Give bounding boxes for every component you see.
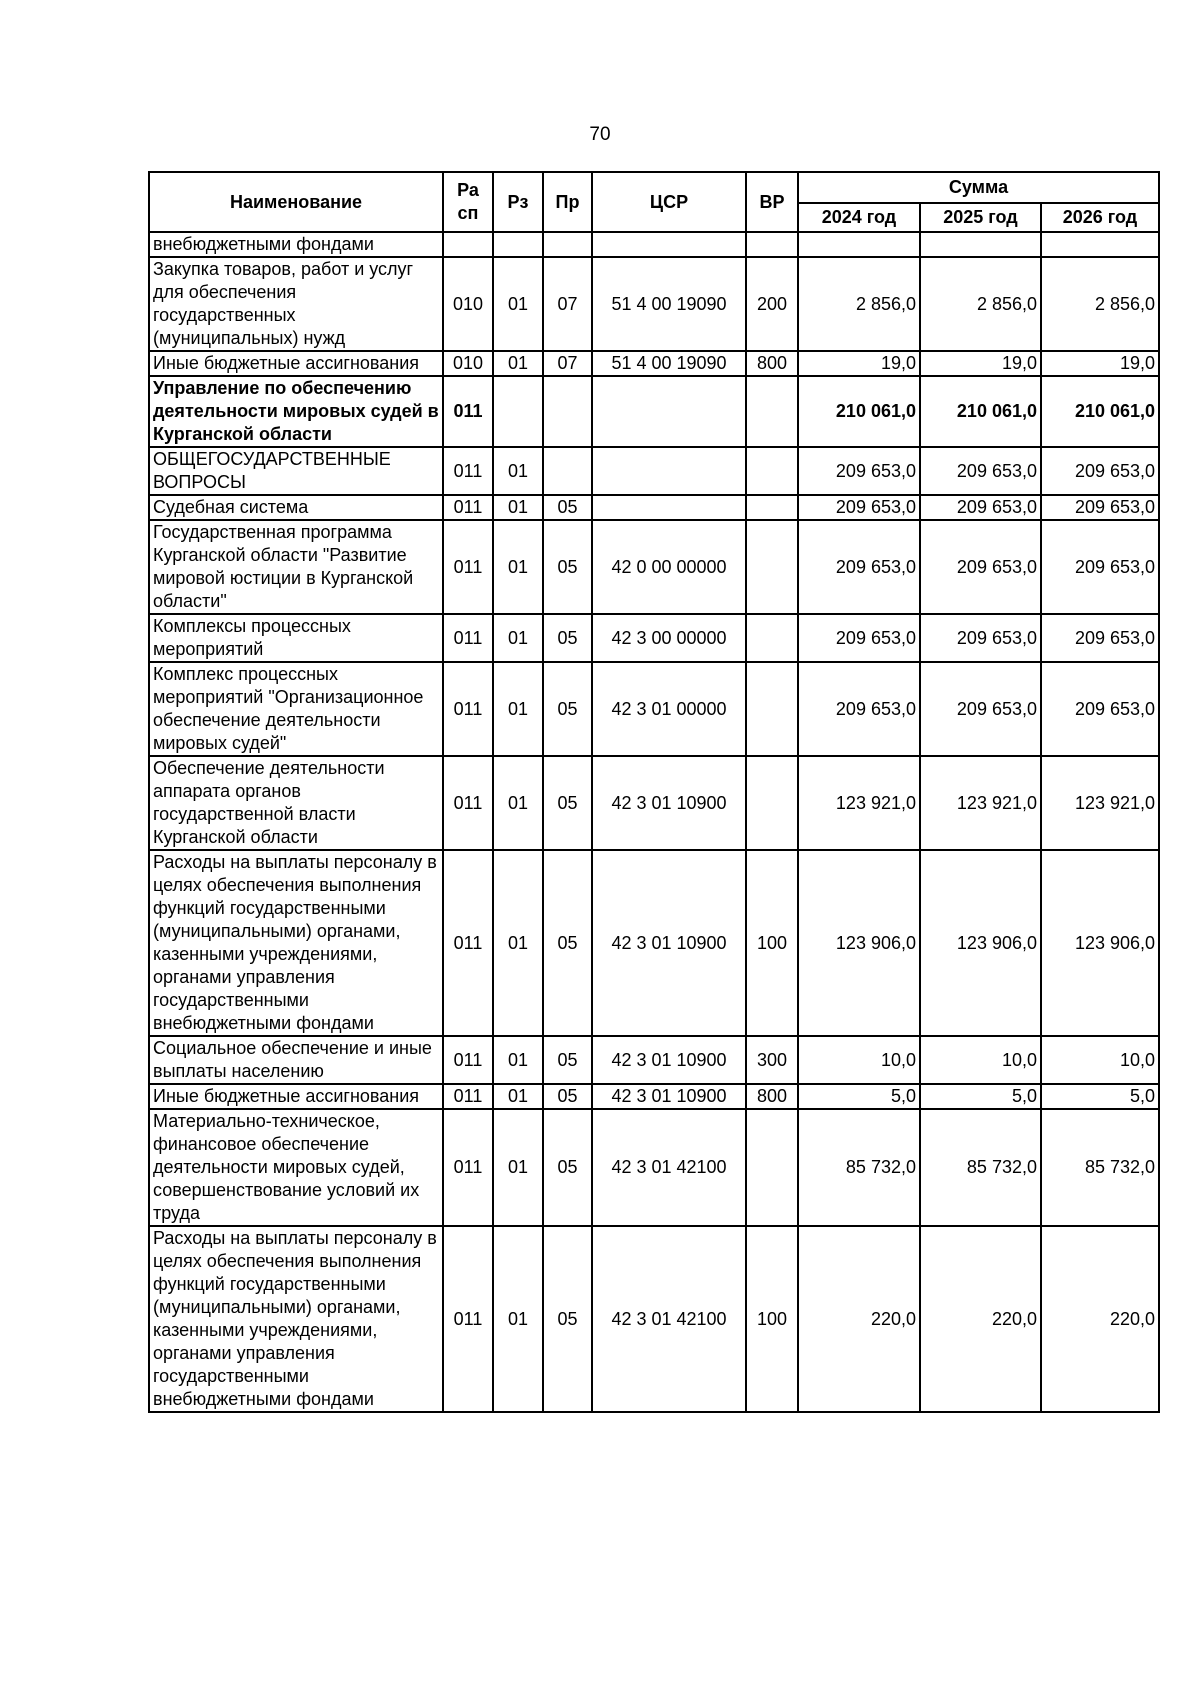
row-sum-2024: 85 732,0 (798, 1109, 920, 1226)
row-rz: 01 (493, 257, 543, 351)
row-csr: 42 3 01 10900 (592, 1036, 746, 1084)
row-name: Обеспечение деятельности аппарата органов государственной власти Курганской области (149, 756, 443, 850)
table-row (149, 351, 1159, 376)
row-sum-2024: 220,0 (798, 1226, 920, 1412)
table-row (149, 495, 1159, 520)
row-csr: 42 3 01 42100 (592, 1226, 746, 1412)
row-sum-2026: 209 653,0 (1041, 495, 1159, 520)
header-rasp: Ра сп (443, 172, 493, 232)
row-pr: 05 (543, 756, 592, 850)
row-vr: 200 (746, 257, 798, 351)
header-name: Наименование (149, 172, 443, 232)
row-sum-2025: 19,0 (920, 351, 1041, 376)
row-rz: 01 (493, 1109, 543, 1226)
row-sum-2026: 220,0 (1041, 1226, 1159, 1412)
row-vr: 800 (746, 1084, 798, 1109)
row-vr (746, 614, 798, 662)
row-name: Закупка товаров, работ и услуг для обеспечения государственных (муниципальных) нужд (149, 257, 443, 351)
table-row (149, 520, 1159, 614)
row-csr: 42 3 01 42100 (592, 1109, 746, 1226)
row-sum-2026: 209 653,0 (1041, 614, 1159, 662)
row-sum-2025: 210 061,0 (920, 376, 1041, 447)
row-vr (746, 447, 798, 495)
row-sum-2026: 10,0 (1041, 1036, 1159, 1084)
table-row (149, 257, 1159, 351)
row-sum-2025: 5,0 (920, 1084, 1041, 1109)
row-rasp: 011 (443, 1084, 493, 1109)
row-sum-2025: 10,0 (920, 1036, 1041, 1084)
row-sum-2024: 209 653,0 (798, 614, 920, 662)
row-rz: 01 (493, 1084, 543, 1109)
row-name: внебюджетными фондами (149, 232, 443, 257)
row-rasp: 011 (443, 1226, 493, 1412)
table-body (149, 232, 1159, 1412)
row-rasp: 011 (443, 614, 493, 662)
row-name: Расходы на выплаты персоналу в целях обеспечения выполнения функций государственными (муниципальными) органами, казенными учреждениями, органами управления государственными внебюджетными фондами (149, 850, 443, 1036)
row-csr: 42 3 01 10900 (592, 756, 746, 850)
row-sum-2024: 209 653,0 (798, 447, 920, 495)
table-row (149, 662, 1159, 756)
row-rasp: 010 (443, 351, 493, 376)
row-pr (543, 376, 592, 447)
row-sum-2026: 2 856,0 (1041, 257, 1159, 351)
row-vr (746, 232, 798, 257)
row-pr: 05 (543, 1109, 592, 1226)
row-vr (746, 495, 798, 520)
table-row (149, 376, 1159, 447)
row-sum-2025 (920, 232, 1041, 257)
row-sum-2026 (1041, 232, 1159, 257)
row-vr (746, 662, 798, 756)
page-number: 70 (589, 124, 611, 145)
row-rasp: 011 (443, 1036, 493, 1084)
row-csr: 42 3 01 10900 (592, 850, 746, 1036)
row-csr (592, 232, 746, 257)
header-year-2024: 2024 год (798, 203, 920, 232)
table-row (149, 232, 1159, 257)
row-sum-2024: 209 653,0 (798, 495, 920, 520)
row-name: ОБЩЕГОСУДАРСТВЕННЫЕ ВОПРОСЫ (149, 447, 443, 495)
row-sum-2025: 209 653,0 (920, 495, 1041, 520)
row-csr (592, 376, 746, 447)
row-sum-2024: 2 856,0 (798, 257, 920, 351)
row-sum-2025: 209 653,0 (920, 447, 1041, 495)
table-row (149, 1226, 1159, 1412)
row-pr: 05 (543, 614, 592, 662)
row-sum-2026: 5,0 (1041, 1084, 1159, 1109)
row-rz: 01 (493, 662, 543, 756)
table-row (149, 1036, 1159, 1084)
row-rz: 01 (493, 447, 543, 495)
row-sum-2025: 220,0 (920, 1226, 1041, 1412)
row-sum-2024: 10,0 (798, 1036, 920, 1084)
row-name: Социальное обеспечение и иные выплаты населению (149, 1036, 443, 1084)
row-rz (493, 376, 543, 447)
row-sum-2024: 123 906,0 (798, 850, 920, 1036)
header-pr: Пр (543, 172, 592, 232)
row-name: Иные бюджетные ассигнования (149, 1084, 443, 1109)
row-pr: 05 (543, 850, 592, 1036)
row-vr (746, 1109, 798, 1226)
row-vr: 300 (746, 1036, 798, 1084)
row-rasp: 011 (443, 447, 493, 495)
row-rz: 01 (493, 495, 543, 520)
row-rasp: 011 (443, 1109, 493, 1226)
row-csr: 51 4 00 19090 (592, 351, 746, 376)
row-rasp (443, 232, 493, 257)
row-sum-2025: 209 653,0 (920, 520, 1041, 614)
row-sum-2026: 85 732,0 (1041, 1109, 1159, 1226)
row-csr (592, 447, 746, 495)
table-row (149, 614, 1159, 662)
row-rz: 01 (493, 1036, 543, 1084)
row-csr: 51 4 00 19090 (592, 257, 746, 351)
header-year-2026: 2026 год (1041, 203, 1159, 232)
row-pr: 07 (543, 257, 592, 351)
row-name: Управление по обеспечению деятельности мировых судей в Курганской области (149, 376, 443, 447)
row-sum-2025: 209 653,0 (920, 614, 1041, 662)
row-sum-2025: 209 653,0 (920, 662, 1041, 756)
table-row (149, 1084, 1159, 1109)
row-rz: 01 (493, 756, 543, 850)
header-rz: Рз (493, 172, 543, 232)
row-sum-2026: 209 653,0 (1041, 447, 1159, 495)
row-csr: 42 3 00 00000 (592, 614, 746, 662)
row-name: Судебная система (149, 495, 443, 520)
row-sum-2026: 210 061,0 (1041, 376, 1159, 447)
row-pr: 07 (543, 351, 592, 376)
row-vr: 100 (746, 850, 798, 1036)
row-sum-2024: 123 921,0 (798, 756, 920, 850)
row-vr (746, 756, 798, 850)
row-sum-2026: 209 653,0 (1041, 662, 1159, 756)
table-row (149, 850, 1159, 1036)
row-pr: 05 (543, 1036, 592, 1084)
row-sum-2025: 123 906,0 (920, 850, 1041, 1036)
header-year-2025: 2025 год (920, 203, 1041, 232)
row-csr (592, 495, 746, 520)
row-sum-2026: 209 653,0 (1041, 520, 1159, 614)
row-pr (543, 232, 592, 257)
row-rasp: 011 (443, 495, 493, 520)
row-sum-2024 (798, 232, 920, 257)
row-rasp: 010 (443, 257, 493, 351)
row-csr: 42 3 01 10900 (592, 1084, 746, 1109)
row-sum-2024: 209 653,0 (798, 662, 920, 756)
row-rz: 01 (493, 850, 543, 1036)
table-row (149, 447, 1159, 495)
row-vr (746, 376, 798, 447)
row-name: Материально-техническое, финансовое обеспечение деятельности мировых судей, совершенствование условий их труда (149, 1109, 443, 1226)
row-vr: 100 (746, 1226, 798, 1412)
row-rz: 01 (493, 614, 543, 662)
row-vr: 800 (746, 351, 798, 376)
budget-table (148, 171, 1160, 1413)
row-sum-2024: 19,0 (798, 351, 920, 376)
table-row (149, 1109, 1159, 1226)
row-sum-2025: 2 856,0 (920, 257, 1041, 351)
row-rz: 01 (493, 351, 543, 376)
row-name: Комплексы процессных мероприятий (149, 614, 443, 662)
row-pr: 05 (543, 520, 592, 614)
row-pr: 05 (543, 495, 592, 520)
row-name: Комплекс процессных мероприятий "Организационное обеспечение деятельности мировых судей" (149, 662, 443, 756)
row-sum-2024: 5,0 (798, 1084, 920, 1109)
header-csr: ЦСР (592, 172, 746, 232)
header-sum: Сумма (798, 172, 1159, 203)
header-vr: ВР (746, 172, 798, 232)
row-rz: 01 (493, 520, 543, 614)
row-rasp: 011 (443, 376, 493, 447)
row-rz (493, 232, 543, 257)
table-row (149, 756, 1159, 850)
row-csr: 42 0 00 00000 (592, 520, 746, 614)
row-rasp: 011 (443, 756, 493, 850)
row-pr: 05 (543, 1084, 592, 1109)
row-rasp: 011 (443, 520, 493, 614)
row-pr: 05 (543, 1226, 592, 1412)
row-csr: 42 3 01 00000 (592, 662, 746, 756)
row-sum-2026: 123 906,0 (1041, 850, 1159, 1036)
row-sum-2024: 209 653,0 (798, 520, 920, 614)
row-pr: 05 (543, 662, 592, 756)
row-name: Расходы на выплаты персоналу в целях обеспечения выполнения функций государственными (муниципальными) органами, казенными учреждениями, органами управления государственными внебюджетными фондами (149, 1226, 443, 1412)
row-sum-2025: 85 732,0 (920, 1109, 1041, 1226)
row-vr (746, 520, 798, 614)
row-sum-2024: 210 061,0 (798, 376, 920, 447)
row-sum-2025: 123 921,0 (920, 756, 1041, 850)
row-name: Государственная программа Курганской области "Развитие мировой юстиции в Курганской области" (149, 520, 443, 614)
row-sum-2026: 19,0 (1041, 351, 1159, 376)
row-rz: 01 (493, 1226, 543, 1412)
row-sum-2026: 123 921,0 (1041, 756, 1159, 850)
row-rasp: 011 (443, 850, 493, 1036)
row-rasp: 011 (443, 662, 493, 756)
row-name: Иные бюджетные ассигнования (149, 351, 443, 376)
row-pr (543, 447, 592, 495)
